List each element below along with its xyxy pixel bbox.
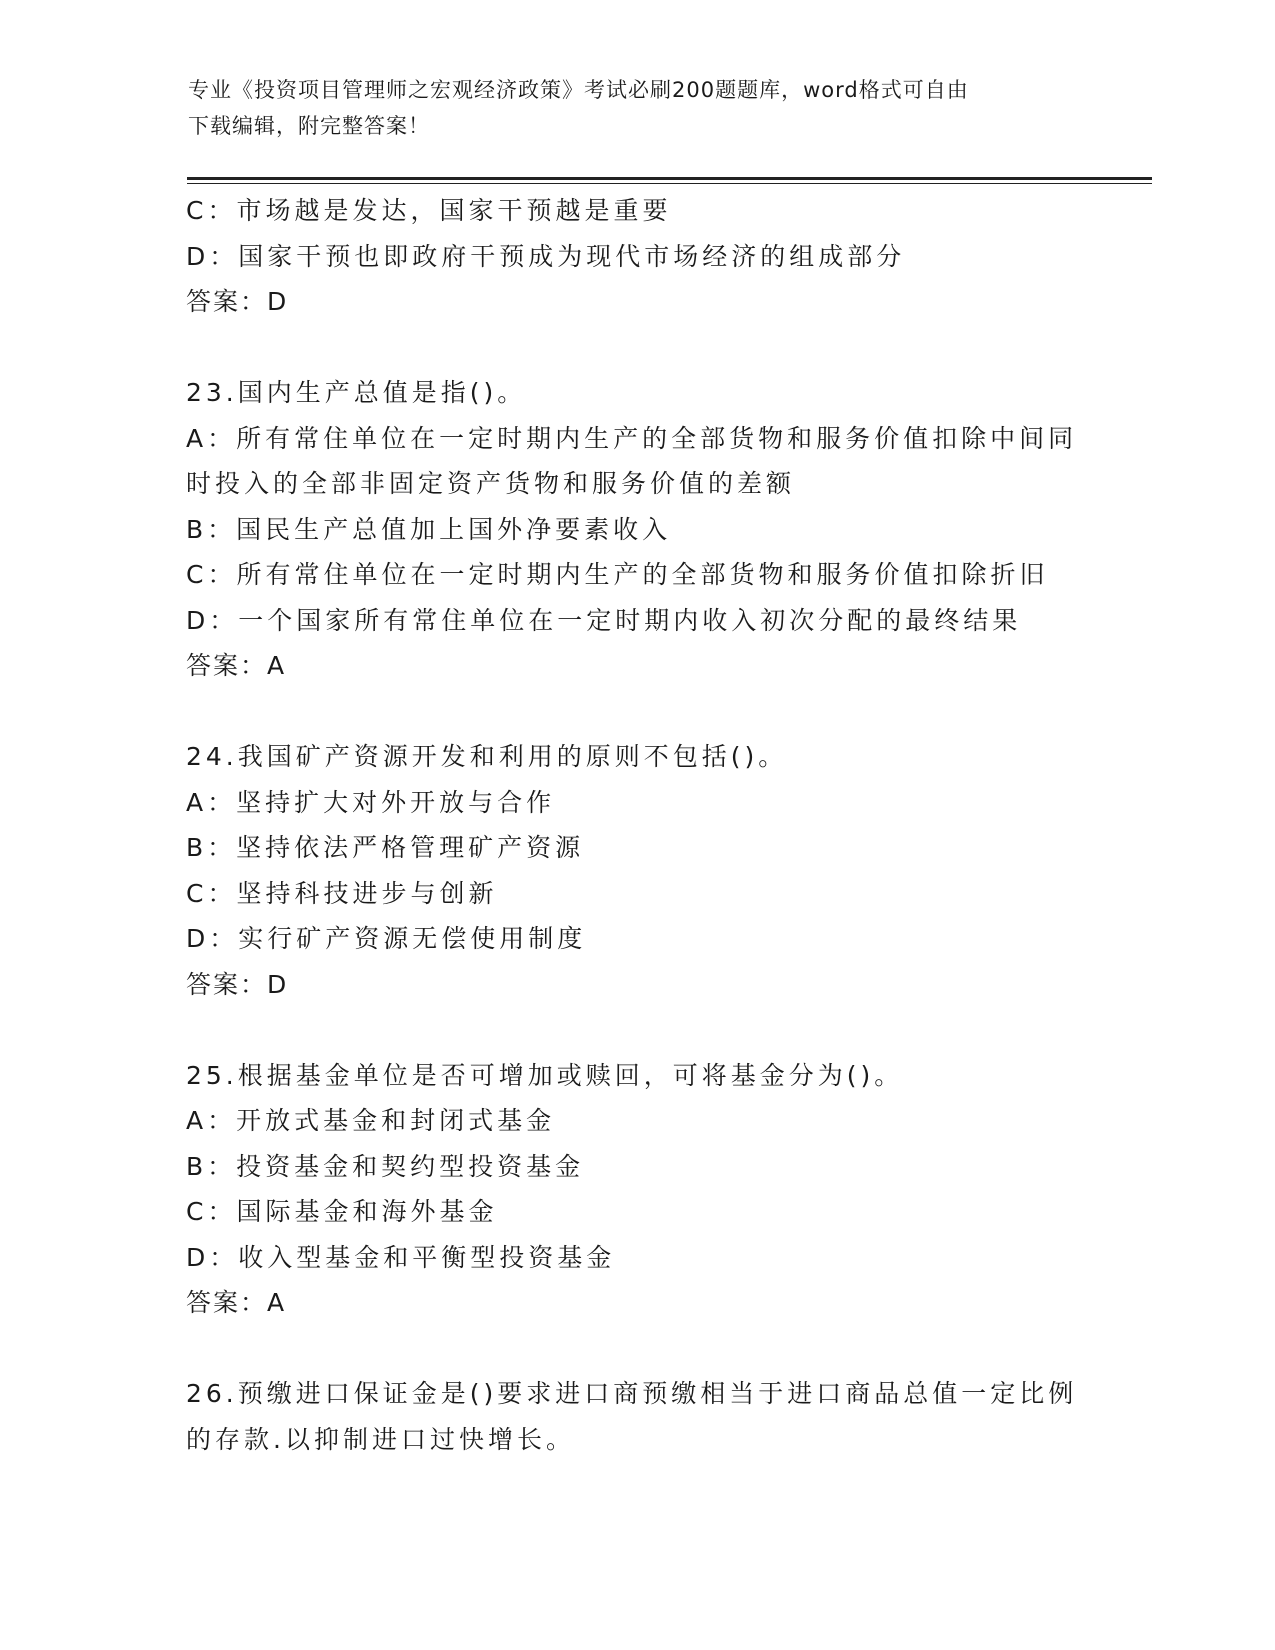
question-text: 26.预缴进口保证金是()要求进口商预缴相当于进口商品总值一定比例: [186, 1379, 1078, 1408]
option-a: A：所有常住单位在一定时期内生产的全部货物和服务价值扣除中间同: [186, 423, 1078, 453]
option-d: D：一个国家所有常住单位在一定时期内收入初次分配的最终结果: [186, 605, 1022, 635]
document-header: [188, 72, 1088, 144]
option-b: B：国民生产总值加上国外净要素收入: [186, 514, 672, 544]
answer-line: 答案：A: [186, 1288, 287, 1317]
question-block-24: [186, 734, 1086, 1007]
option-b: B：坚持依法严格管理矿产资源: [186, 833, 585, 862]
option-d: D：国家干预也即政府干预成为现代市场经济的组成部分: [186, 241, 906, 271]
block-spacer: [186, 1007, 1086, 1053]
block-spacer: [186, 689, 1086, 735]
header-divider-thick: [187, 177, 1152, 180]
answer-line: 答案：A: [186, 651, 287, 680]
question-text-continued: 的存款.以抑制进口过快增长。: [186, 1424, 575, 1454]
option-c: C：所有常住单位在一定时期内生产的全部货物和服务价值扣除折旧: [186, 560, 1049, 589]
block-spacer: [186, 1326, 1086, 1372]
answer-line: 答案：D: [186, 969, 289, 999]
option-a: A：坚持扩大对外开放与合作: [186, 787, 556, 817]
header-line-2: 下载编辑，附完整答案！: [188, 114, 430, 138]
option-c: C：市场越是发达，国家干预越是重要: [186, 196, 672, 225]
question-text: 25.根据基金单位是否可增加或赎回，可将基金分为()。: [186, 1060, 904, 1090]
question-block-25: [186, 1053, 1086, 1326]
option-b: B：投资基金和契约型投资基金: [186, 1151, 585, 1181]
option-a: A：开放式基金和封闭式基金: [186, 1106, 556, 1135]
question-block-prev: [186, 188, 1086, 325]
block-spacer: [186, 325, 1086, 371]
option-d: D：实行矿产资源无偿使用制度: [186, 924, 587, 953]
question-block-23: [186, 370, 1086, 689]
option-a-continued: 时投入的全部非固定资产货物和服务价值的差额: [186, 469, 796, 498]
header-line-1: 专业《投资项目管理师之宏观经济政策》考试必刷200题题库，word格式可自由: [188, 78, 969, 102]
question-text: 24.我国矿产资源开发和利用的原则不包括()。: [186, 742, 788, 771]
header-divider-thin: [187, 183, 1152, 184]
question-list: [186, 188, 1086, 1462]
question-text: 23.国内生产总值是指()。: [186, 378, 527, 407]
answer-line: 答案：D: [186, 287, 289, 316]
option-c: C：坚持科技进步与创新: [186, 878, 498, 908]
option-c: C：国际基金和海外基金: [186, 1197, 498, 1226]
question-block-26: [186, 1371, 1086, 1462]
option-d: D：收入型基金和平衡型投资基金: [186, 1242, 616, 1272]
